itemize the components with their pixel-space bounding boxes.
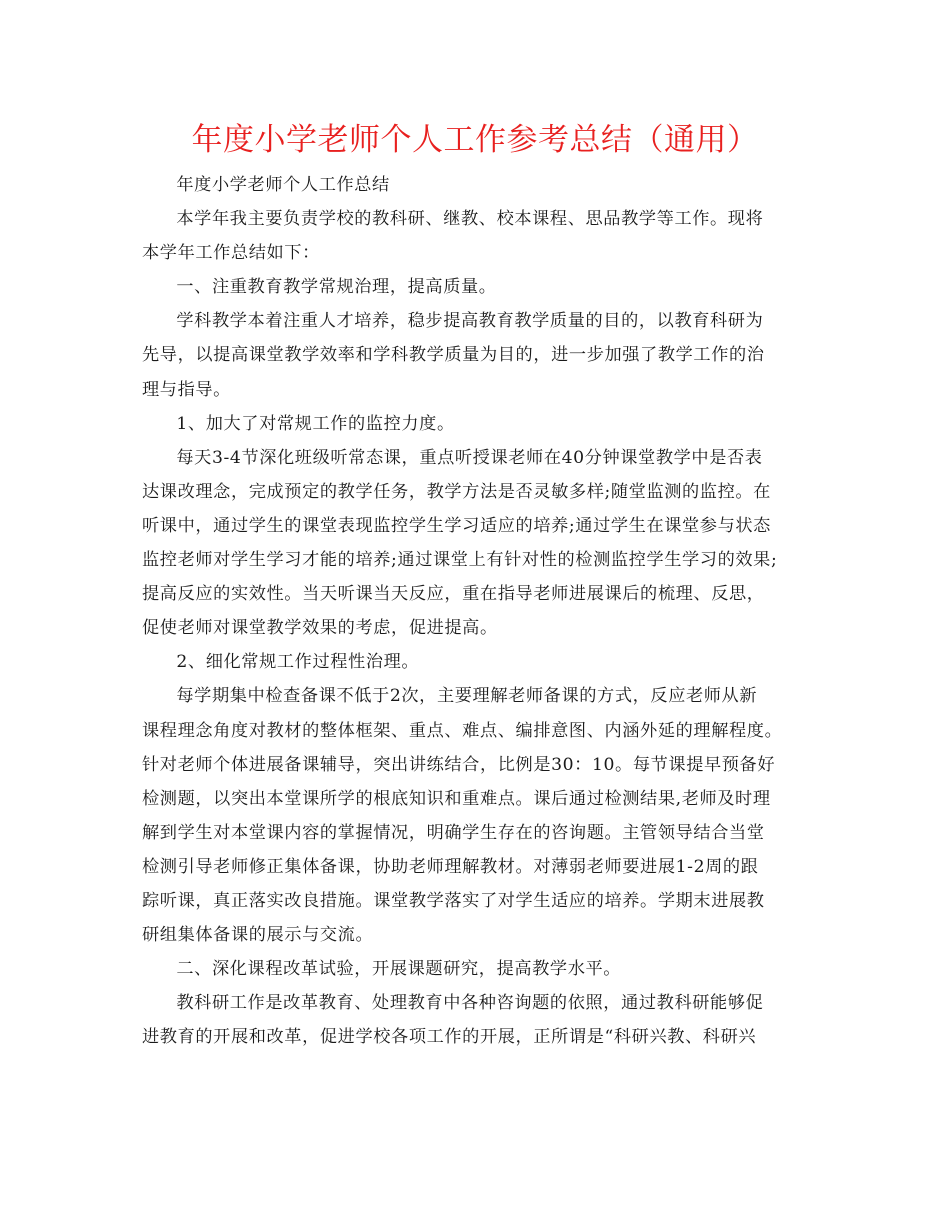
- text-line: 本学年我主要负责学校的教科研、继教、校本课程、思品教学等工作。现将: [176, 209, 764, 230]
- section-heading: [142, 270, 810, 304]
- text-line: 听课中，通过学生的课堂表现监控学生学习适应的培养;通过学生在课堂参与状态: [142, 515, 771, 536]
- text-line: 踪听课，真正落实改良措施。课堂教学落实了对学生适应的培养。学期末进展教: [142, 890, 765, 911]
- subsection-heading: [142, 645, 810, 679]
- text-line: 每天3-4节深化班级听常态课，重点听授课老师在40分钟课堂教学中是否表: [176, 447, 763, 468]
- text-line: 进教育的开展和改革，促进学校各项工作的开展，正所谓是“科研兴教、科研兴: [142, 1027, 757, 1048]
- paragraph: [142, 441, 810, 646]
- document-body: [142, 168, 810, 1054]
- text-line: 针对老师个体进展备课辅导，突出讲练结合，比例是30：10。每节课提早预备好: [142, 754, 776, 775]
- text-line: 监控老师对学生学习才能的培养;通过课堂上有针对性的检测监控学生学习的效果;: [142, 550, 778, 571]
- text-line: 理与指导。: [142, 379, 231, 400]
- text-line: 教科研工作是改革教育、处理教育中各种咨询题的依照，通过教科研能够促: [176, 993, 764, 1014]
- text-line: 课程理念角度对教材的整体框架、重点、难点、编排意图、内涵外延的理解程度。: [142, 720, 783, 741]
- text-line: 先导，以提高课堂教学效率和学科教学质量为目的，进一步加强了教学工作的治: [142, 345, 765, 366]
- document-title: 年度小学老师个人工作参考总结（通用）: [191, 122, 759, 158]
- paragraph: [142, 986, 810, 1054]
- section-heading: [142, 952, 810, 986]
- paragraph: [142, 304, 810, 406]
- paragraph: [142, 679, 810, 952]
- paragraph: [142, 202, 810, 270]
- text-line: 研组集体备课的展示与交流。: [142, 925, 374, 946]
- paragraph: [142, 168, 810, 202]
- text-line: 解到学生对本堂课内容的掌握情况，明确学生存在的咨询题。主管领导结合当堂: [142, 822, 765, 843]
- subsection-heading: [142, 407, 810, 441]
- text-line: 检测引导老师修正集体备课，协助老师理解教材。对薄弱老师要进展1-2周的跟: [142, 856, 759, 877]
- text-line: 检测题，以突出本堂课所学的根底知识和重难点。课后通过检测结果,老师及时理: [142, 788, 771, 809]
- text-line: 达课改理念，完成预定的教学任务，教学方法是否灵敏多样;随堂监测的监控。在: [142, 481, 771, 502]
- text-line: 每学期集中检查备课不低于2次，主要理解老师备课的方式，反应老师从新: [176, 686, 758, 707]
- text-line: 1、加大了对常规工作的监控力度。: [176, 413, 455, 434]
- text-line: 本学年工作总结如下：: [142, 243, 320, 264]
- text-line: 二、深化课程改革试验，开展课题研究，提高教学水平。: [176, 959, 622, 980]
- text-line: 年度小学老师个人工作总结: [176, 175, 390, 195]
- text-line: 一、注重教育教学常规治理，提高质量。: [176, 277, 497, 298]
- text-line: 提高反应的实效性。当天听课当天反应，重在指导老师进展课后的梳理、反思，: [142, 584, 765, 605]
- text-line: 学科教学本着注重人才培养，稳步提高教育教学质量的目的，以教育科研为: [176, 311, 764, 332]
- text-line: 促使老师对课堂教学效果的考虑，促进提高。: [142, 618, 498, 639]
- text-line: 2、细化常规工作过程性治理。: [176, 652, 420, 673]
